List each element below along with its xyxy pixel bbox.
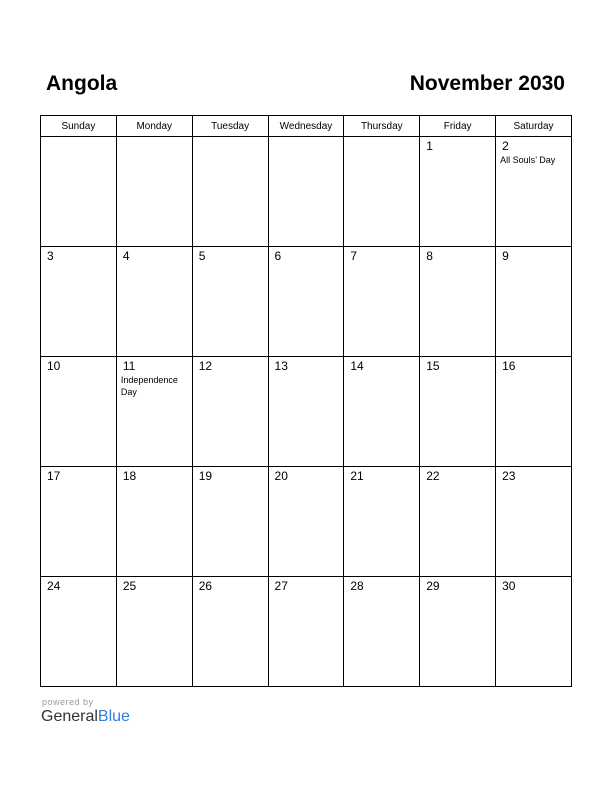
country-title: Angola [46, 72, 118, 95]
day-number: 27 [274, 579, 288, 593]
day-cell [41, 467, 117, 577]
week-row [41, 137, 572, 247]
day-cell [268, 577, 344, 687]
day-number: 30 [502, 579, 516, 593]
day-cell [344, 247, 420, 357]
day-cell [41, 357, 117, 467]
day-number: 25 [122, 579, 137, 593]
day-cell [192, 247, 268, 357]
day-cell [192, 467, 268, 577]
weekday-header: Friday [420, 116, 496, 137]
holiday-label: All Souls’ Day [500, 155, 556, 165]
day-cell [420, 577, 496, 687]
day-number: 5 [198, 249, 206, 263]
week-row [41, 247, 572, 357]
day-number: 3 [47, 249, 54, 263]
day-cell [116, 137, 192, 247]
weekday-header: Wednesday [268, 116, 344, 137]
brand-general: General [41, 708, 98, 725]
week-row [41, 467, 572, 577]
day-number: 2 [502, 139, 509, 153]
day-number: 16 [502, 359, 516, 373]
day-cell [116, 467, 192, 577]
day-cell [344, 467, 420, 577]
day-cell [41, 247, 117, 357]
day-number: 29 [426, 579, 440, 593]
day-cell [420, 137, 496, 247]
holiday-label: Independence Day [120, 375, 178, 397]
powered-by-label: powered by [42, 697, 94, 707]
day-cell [268, 137, 344, 247]
day-number: 24 [47, 579, 61, 593]
day-number: 13 [274, 359, 288, 373]
day-number: 22 [426, 469, 440, 483]
weekday-header: Thursday [344, 116, 420, 137]
day-cell [420, 467, 496, 577]
brand-blue: Blue [97, 708, 130, 725]
day-cell [268, 467, 344, 577]
generalblue-logo [41, 708, 130, 726]
day-cell [420, 247, 496, 357]
day-cell [41, 577, 117, 687]
day-cell [116, 357, 192, 467]
day-number: 20 [274, 469, 288, 483]
day-number: 12 [198, 359, 213, 373]
day-cell [192, 137, 268, 247]
day-cell [268, 247, 344, 357]
day-cell [344, 577, 420, 687]
day-number: 14 [350, 359, 364, 373]
day-number [41, 137, 116, 140]
day-cell [420, 357, 496, 467]
month-title: November 2030 [409, 72, 565, 95]
day-cell [116, 247, 192, 357]
day-number [117, 137, 192, 140]
weekday-header: Monday [116, 116, 192, 137]
day-number: 23 [502, 469, 516, 483]
day-number: 9 [502, 249, 509, 263]
day-number: 26 [198, 579, 213, 593]
day-number: 17 [47, 469, 61, 483]
day-number: 19 [198, 469, 213, 483]
day-cell [41, 137, 117, 247]
day-number: 7 [350, 249, 358, 263]
day-number: 15 [426, 359, 440, 373]
weekday-header-row [41, 116, 572, 137]
day-cell [496, 577, 572, 687]
day-cell [116, 577, 192, 687]
day-cell [344, 357, 420, 467]
day-cell [192, 357, 268, 467]
day-cell [496, 467, 572, 577]
day-number: 4 [122, 249, 130, 263]
day-cell [496, 357, 572, 467]
day-number: 21 [350, 469, 364, 483]
day-number [344, 137, 419, 140]
calendar-body [41, 137, 572, 687]
day-number: 1 [426, 139, 433, 153]
week-row [41, 577, 572, 687]
day-number: 11 [122, 359, 136, 373]
day-number: 18 [122, 469, 137, 483]
weekday-header: Sunday [41, 116, 117, 137]
day-cell [192, 577, 268, 687]
day-cell [496, 247, 572, 357]
day-number: 6 [274, 249, 282, 263]
week-row [41, 357, 572, 467]
day-number: 10 [47, 359, 61, 373]
day-number: 28 [350, 579, 364, 593]
calendar-grid [40, 115, 572, 687]
day-cell [268, 357, 344, 467]
day-cell [344, 137, 420, 247]
day-number [269, 137, 344, 140]
day-cell [496, 137, 572, 247]
day-number: 8 [426, 249, 433, 263]
day-number [193, 137, 268, 140]
weekday-header: Saturday [496, 116, 572, 137]
weekday-header: Tuesday [192, 116, 268, 137]
